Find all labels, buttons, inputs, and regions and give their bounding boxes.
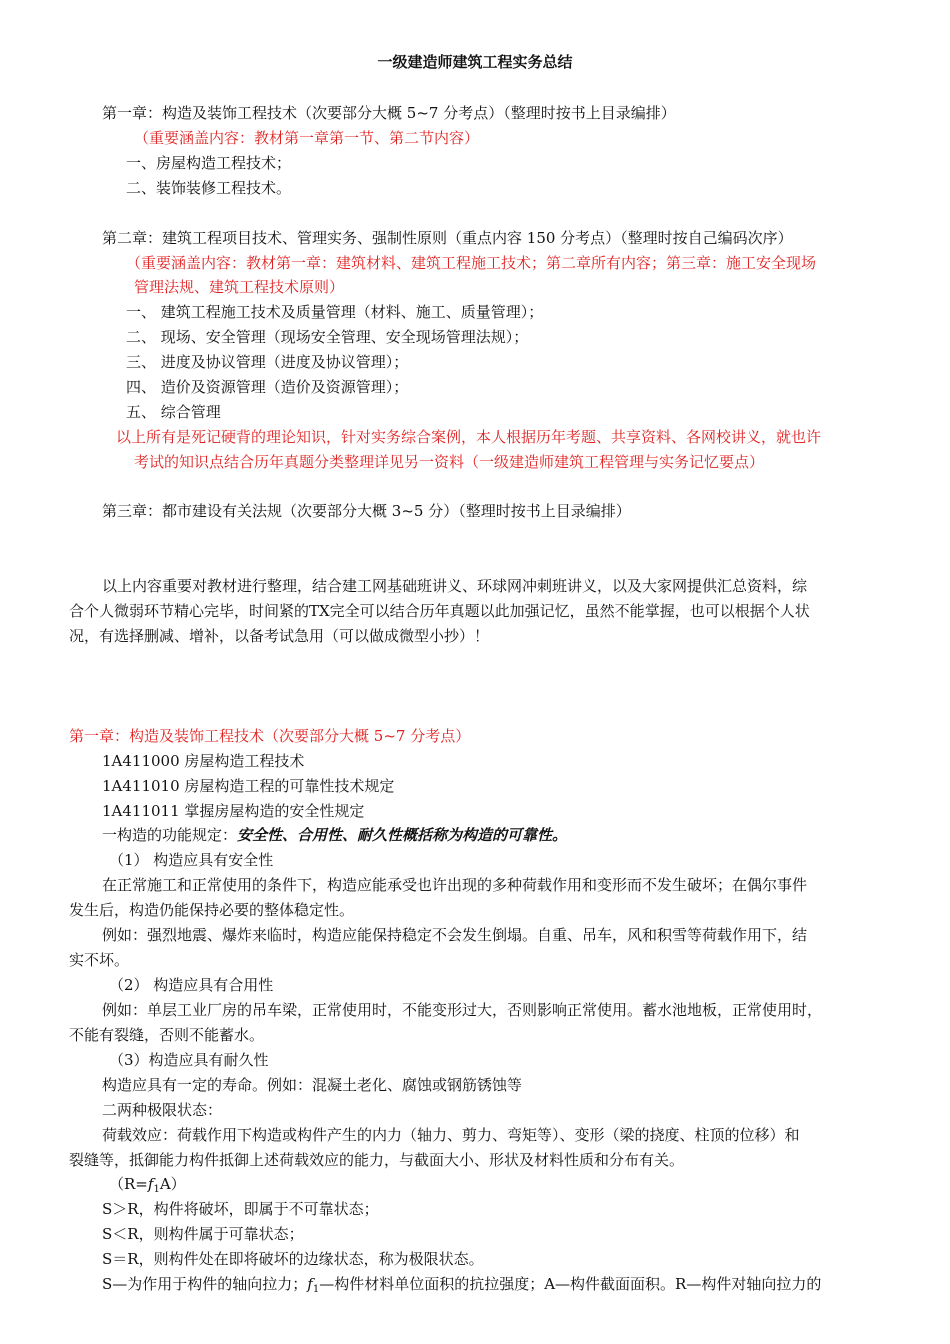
ch1-outline-item: 一、房屋构造工程技术；: [126, 154, 292, 172]
ch2-outline-remark-2: 考试的知识点结合历年真题分类整理详见另一资料（一级建造师建筑工程管理与实务记忆要点）: [134, 453, 765, 471]
formula-subscript: 1: [153, 1184, 160, 1195]
summary-line: 以上内容重要对教材进行整理，结合建工网基础班讲义、环球网冲刺班讲义，以及大家网提供汇总资料，综: [102, 577, 808, 595]
ch2-outline-item: 五、 综合管理: [126, 403, 221, 421]
ch3-outline-heading: 第三章：都市建设有关法规（次要部分大概 3~5 分）（整理时按书上目录编排）: [102, 502, 631, 520]
state-line: S＜R，则构件属于可靠状态；: [102, 1225, 304, 1243]
definition-subscript: 1: [312, 1284, 320, 1295]
formula: [109, 1174, 186, 1200]
ch1-outline-item: 二、装饰装修工程技术。: [126, 179, 292, 197]
definition-symbol: f: [307, 1275, 313, 1293]
summary-line: 况，有选择删减、增补，以备考试急用（可以做成微型小抄）！: [69, 627, 490, 645]
formula-symbol: f: [147, 1175, 154, 1193]
ch2-outline-note-2: 管理法规、建筑工程技术原则）: [134, 278, 345, 296]
paragraph-line: 发生后，构造仍能保持必要的整体稳定性。: [69, 901, 355, 919]
paragraph-line: 裂缝等，抵御能力构件抵御上述荷载效应的能力，与截面大小、形状及材料性质和分布有关。: [69, 1151, 685, 1169]
paragraph-line: 荷载效应：荷载作用下构造或构件产生的内力（轴力、剪力、弯矩等）、变形（梁的挠度、柱顶的位移）和: [102, 1126, 800, 1144]
ch1-section-heading: 第一章：构造及装饰工程技术（次要部分大概 5~7 分考点）: [69, 727, 471, 745]
paragraph-line: 在正常施工和正常使用的条件下，构造应能承受也许出现的多种荷载作用和变形而不发生破坏；在偶尔事件: [102, 876, 808, 894]
paragraph-line: 例如：单层工业厂房的吊车梁，正常使用时，不能变形过大，否则影响正常使用。蓄水池地板，正常使用时，: [102, 1001, 823, 1019]
ch2-outline-item: 一、 建筑工程施工技术及质量管理（材料、施工、质量管理）；: [126, 303, 544, 321]
state-line: S＞R，构件将破坏，即属于不可靠状态；: [102, 1200, 379, 1218]
section-code: 1A411000 房屋构造工程技术: [102, 752, 305, 770]
summary-line: 合个人微弱环节精心完毕，时间紧的TX完全可以结合历年真题以此加强记忆，虽然不能掌握，也可以根据个人状: [69, 602, 810, 620]
section-code: 1A411011 掌握房屋构造的安全性规定: [102, 802, 365, 820]
definition-part: —构件材料单位面积的抗拉强度；A—构件截面面积。R—构件对轴向拉力的: [319, 1275, 822, 1293]
subheading-durability: （3）构造应具有耐久性: [109, 1051, 269, 1069]
ch1-outline-heading: 第一章：构造及装饰工程技术（次要部分大概 5~7 分考点）（整理时按书上目录编排）: [102, 104, 676, 122]
function-label: 一构造的功能规定：: [102, 826, 238, 844]
section-code: 1A411010 房屋构造工程的可靠性技术规定: [102, 777, 395, 795]
subheading-safety: （1） 构造应具有安全性: [109, 851, 274, 869]
ch2-outline-item: 四、 造价及资源管理（造价及资源管理）；: [126, 378, 409, 396]
paragraph-line: 实不坏。: [69, 951, 130, 969]
definition-part: S—为作用于构件的轴向拉力；: [102, 1275, 308, 1293]
function-emphasis: 安全性、合用性、耐久性概括称为构造的可靠性。: [237, 826, 568, 844]
ch2-outline-note-1: （重要涵盖内容：教材第一章：建筑材料、建筑工程施工技术；第二章所有内容；第三章：施工安全现场: [126, 254, 817, 272]
ch2-outline-item: 二、 现场、安全管理（现场安全管理、安全现场管理法规）；: [126, 328, 529, 346]
paragraph-line: 不能有裂缝，否则不能蓄水。: [69, 1026, 265, 1044]
limit-states-heading: 二两种极限状态：: [102, 1101, 223, 1119]
formula-prefix: （R=: [109, 1175, 148, 1193]
state-line: S＝R，则构件处在即将破坏的边缘状态，称为极限状态。: [102, 1250, 484, 1268]
definition-line: [102, 1274, 821, 1300]
document-title: 一级建造师建筑工程实务总结: [377, 53, 573, 71]
paragraph-line: 例如：强烈地震、爆炸来临时，构造应能保持稳定不会发生倒塌。自重、吊车，风和积雪等荷载作用下，结: [102, 926, 808, 944]
ch2-outline-remark-1: 以上所有是死记硬背的理论知识，针对实务综合案例，本人根据历年考题、共享资料、各网校讲义，就也许: [116, 428, 822, 446]
ch2-outline-item: 三、 进度及协议管理（进度及协议管理）；: [126, 353, 409, 371]
ch2-outline-heading: 第二章：建筑工程项目技术、管理实务、强制性原则（重点内容 150 分考点）（整理时按自己编码次序）: [102, 229, 793, 247]
paragraph-line: 构造应具有一定的寿命。例如：混凝土老化、腐蚀或钢筋锈蚀等: [102, 1076, 523, 1094]
subheading-applicability: （2） 构造应具有合用性: [109, 976, 274, 994]
function-definition: [102, 825, 567, 845]
formula-suffix: A）: [159, 1175, 186, 1193]
ch1-outline-note: （重要涵盖内容：教材第一章第一节、第二节内容）: [134, 129, 480, 147]
